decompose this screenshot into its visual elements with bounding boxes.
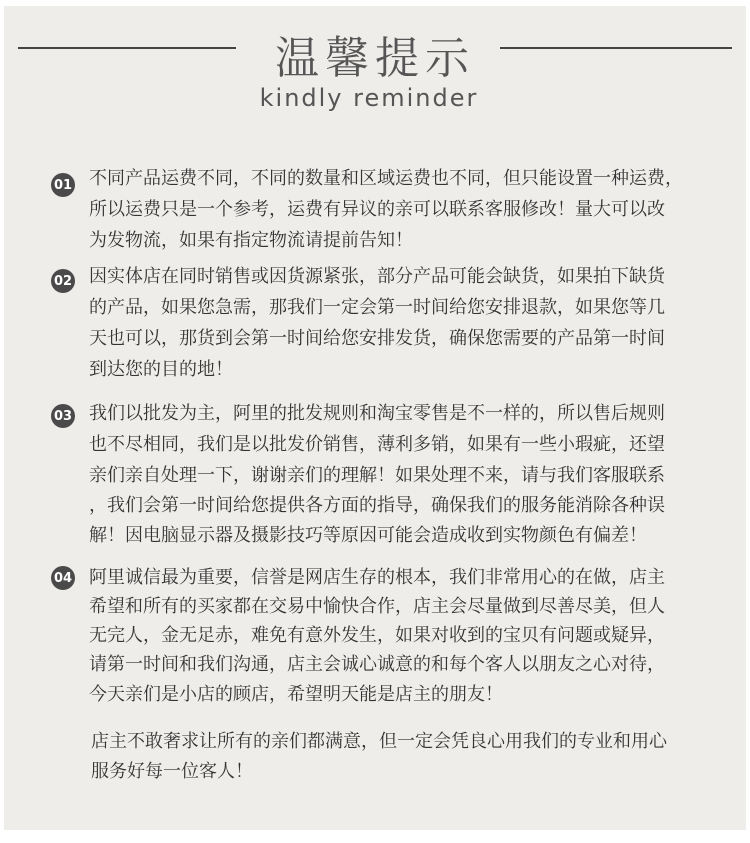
note-text-line: 请第一时间和我们沟通，店主会诚心诚意的和每个客人以朋友之心对待， [89, 654, 665, 675]
page-title: 温馨提示 [275, 33, 475, 84]
note-text-line: ，我们会第一时间给您提供各方面的指导，确保我们的服务能消除各种误 [89, 495, 665, 516]
note-text-line: 我们以批发为主，阿里的批发规则和淘宝零售是不一样的，所以售后规则 [89, 403, 665, 424]
note-text-line: 今天亲们是小店的顾店，希望明天能是店主的朋友！ [89, 684, 503, 705]
note-number-badge: 01 [51, 173, 75, 197]
note-number-badge: 04 [51, 566, 75, 590]
note-text-line: 的产品，如果您急需，那我们一定会第一时间给您安排退款，如果您等几 [89, 297, 665, 318]
note-text-line: 无完人，金无足赤，难免有意外发生，如果对收到的宝贝有问题或疑异， [89, 625, 665, 646]
closing-text-line: 服务好每一位客人！ [91, 761, 253, 782]
note-text-line: 因实体店在同时销售或因货源紧张，部分产品可能会缺货，如果拍下缺货 [89, 266, 665, 287]
note-number-badge: 02 [51, 269, 75, 293]
note-text-line: 解！因电脑显示器及摄影技巧等原因可能会造成收到实物颜色有偏差！ [89, 525, 647, 546]
note-text-line: 到达您的目的地！ [89, 359, 233, 380]
note-number-badge: 03 [51, 404, 75, 428]
note-text-line: 亲们亲自处理一下，谢谢亲们的理解！如果处理不来，请与我们客服联系 [89, 465, 665, 486]
note-text-line: 所以运费只是一个参考，运费有异议的亲可以联系客服修改！量大可以改 [89, 199, 665, 220]
note-text-line: 希望和所有的买家都在交易中愉快合作，店主会尽量做到尽善尽美，但人 [89, 596, 665, 617]
page-subtitle: kindly reminder [259, 84, 479, 112]
closing-text-line: 店主不敢奢求让所有的亲们都满意，但一定会凭良心用我们的专业和用心 [91, 731, 667, 752]
note-text-line: 天也可以，那货到会第一时间给您安排发货，确保您需要的产品第一时间 [89, 328, 665, 349]
note-text-line: 不同产品运费不同，不同的数量和区域运费也不同，但只能设置一种运费， [89, 168, 683, 189]
note-text-line: 也不尽相同，我们是以批发价销售，薄利多销，如果有一些小瑕疵，还望 [89, 434, 665, 455]
note-text-line: 为发物流，如果有指定物流请提前告知！ [89, 230, 413, 251]
note-text-line: 阿里诚信最为重要，信誉是网店生存的根本，我们非常用心的在做，店主 [89, 567, 665, 588]
